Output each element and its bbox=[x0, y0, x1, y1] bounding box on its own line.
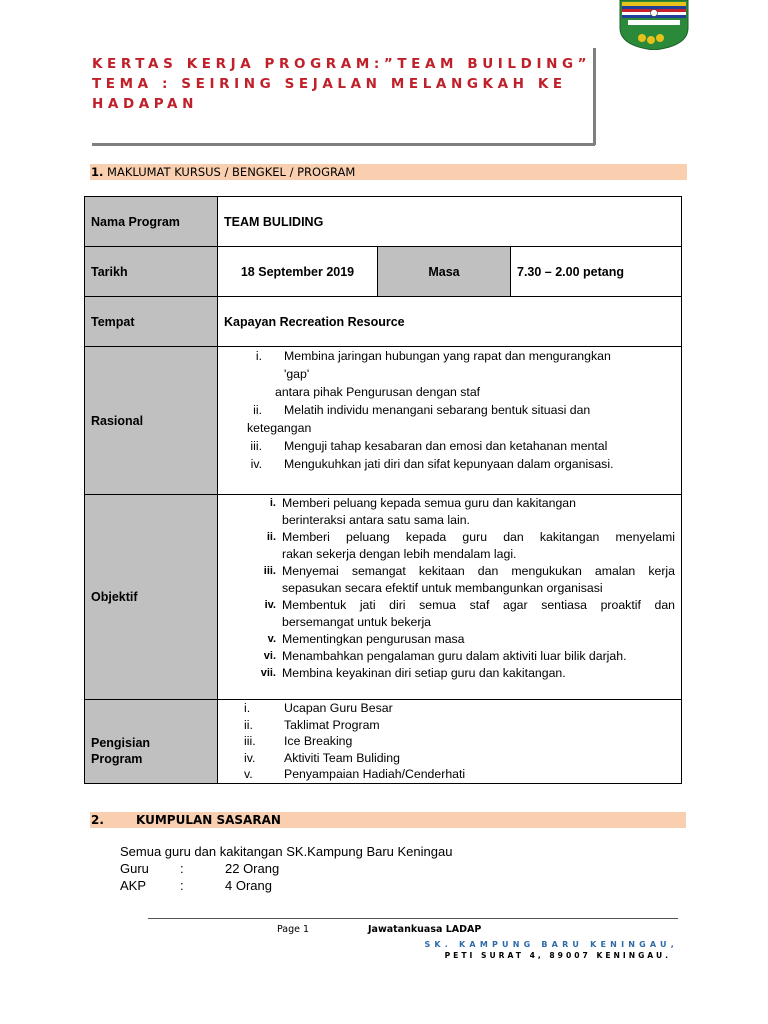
item-continuation: antara pihak Pengurusan dengan staf bbox=[275, 385, 481, 399]
section-2-number: 2. bbox=[91, 813, 104, 827]
row-nama-program bbox=[85, 197, 682, 247]
label-tarikh: Tarikh bbox=[85, 247, 218, 297]
item-continuation: rakan sekerja dengan lebih mendalam lagi. bbox=[282, 547, 517, 561]
section-2-title: KUMPULAN SASARAN bbox=[136, 813, 281, 827]
label-nama-program: Nama Program bbox=[85, 197, 218, 247]
document-title bbox=[92, 54, 592, 114]
pengisian-list bbox=[218, 700, 682, 784]
title-line-1: KERTAS KERJA PROGRAM:”TEAM BUILDING” bbox=[92, 56, 592, 72]
objektif-item bbox=[218, 631, 675, 648]
page-number: Page 1 bbox=[277, 924, 310, 935]
label-objektif: Objektif bbox=[85, 495, 218, 700]
item-number: ii. bbox=[266, 531, 276, 543]
row-value: 22 Orang bbox=[225, 861, 280, 876]
target-group-text bbox=[120, 843, 452, 894]
label-pengisian bbox=[85, 700, 218, 784]
row-tempat bbox=[85, 297, 682, 347]
item-number: v. bbox=[244, 767, 253, 781]
item-number: i. bbox=[244, 701, 251, 715]
title-line-2: TEMA : SEIRING SEJALAN MELANGKAH KE bbox=[92, 76, 567, 92]
item-continuation: berinteraksi antara satu sama lain. bbox=[282, 513, 470, 527]
label-pengisian-line-1: Pengisian bbox=[91, 736, 151, 750]
rasional-item bbox=[218, 347, 675, 365]
rasional-list bbox=[218, 347, 682, 495]
objektif-item bbox=[218, 495, 675, 512]
value-nama-program: TEAM BULIDING bbox=[218, 197, 682, 247]
label-rasional: Rasional bbox=[85, 347, 218, 495]
objektif-item bbox=[218, 597, 675, 614]
pengisian-item bbox=[218, 733, 681, 750]
item-number: i. bbox=[269, 497, 276, 509]
header-horizontal-divider bbox=[92, 143, 595, 146]
item-number: ii. bbox=[253, 403, 262, 417]
item-text: Membentuk jati diri semua staf agar sentiasa proaktif dan bbox=[282, 598, 675, 612]
item-text: Ucapan Guru Besar bbox=[284, 701, 393, 715]
item-number: vii. bbox=[260, 667, 276, 679]
item-text: Mementingkan pengurusan masa bbox=[282, 632, 465, 646]
item-number: v. bbox=[267, 633, 276, 645]
item-text: Membina keyakinan diri setiap guru dan kakitangan. bbox=[282, 666, 566, 680]
value-tempat: Kapayan Recreation Resource bbox=[218, 297, 682, 347]
footer-divider bbox=[148, 918, 678, 919]
item-text: Melatih individu menangani sebarang bentuk situasi dan bbox=[284, 403, 591, 417]
item-text: Membina jaringan hubungan yang rapat dan mengurangkan bbox=[284, 349, 611, 363]
item-number: ii. bbox=[244, 717, 253, 732]
footer-address-line-2: PETI SURAT 4, 89007 KENINGAU. bbox=[444, 951, 671, 960]
item-text: Ice Breaking bbox=[284, 734, 353, 748]
pengisian-item bbox=[218, 700, 681, 717]
row-objektif bbox=[85, 495, 682, 700]
label-tempat: Tempat bbox=[85, 297, 218, 347]
value-masa: 7.30 – 2.00 petang bbox=[511, 247, 682, 297]
target-group-intro: Semua guru dan kakitangan SK.Kampung Baru Keningau bbox=[120, 844, 453, 859]
item-text: Taklimat Program bbox=[284, 717, 380, 732]
objektif-item bbox=[218, 665, 675, 682]
title-line-3: HADAPAN bbox=[92, 96, 199, 112]
item-text: Memberi peluang kepada semua guru dan kakitangan bbox=[282, 496, 576, 510]
row-value: 4 Orang bbox=[225, 878, 272, 893]
item-number: iv. bbox=[264, 599, 276, 611]
item-number: vi. bbox=[263, 650, 276, 662]
label-pengisian-line-2: Program bbox=[91, 752, 143, 766]
item-number: iv. bbox=[250, 457, 262, 471]
item-text: Aktiviti Team Buliding bbox=[284, 750, 400, 765]
section-1-number: 1. bbox=[91, 165, 104, 179]
objektif-item bbox=[218, 648, 675, 665]
rasional-item bbox=[218, 455, 675, 473]
footer-address-line-1: SK. KAMPUNG BARU KENINGAU, bbox=[424, 940, 678, 949]
school-crest-logo bbox=[618, 0, 690, 50]
item-number: i. bbox=[255, 349, 262, 363]
objektif-list bbox=[218, 495, 682, 700]
value-tarikh: 18 September 2019 bbox=[218, 247, 378, 297]
rasional-item bbox=[218, 437, 675, 455]
item-text: Memberi peluang kepada guru dan kakitangan menyelami bbox=[282, 530, 675, 544]
item-text: Menguji tahap kesabaran dan emosi dan ketahanan mental bbox=[284, 439, 608, 453]
footer-committee: Jawatankuasa LADAP bbox=[368, 924, 482, 935]
item-number: iii. bbox=[263, 565, 276, 577]
objektif-item bbox=[218, 563, 675, 580]
pengisian-item bbox=[218, 717, 681, 734]
row-tarikh bbox=[85, 247, 682, 297]
pengisian-item bbox=[218, 766, 681, 783]
row-label: AKP bbox=[120, 878, 147, 893]
row-separator: : bbox=[180, 878, 184, 893]
item-continuation: 'gap' bbox=[284, 367, 310, 381]
target-group-row bbox=[120, 860, 452, 877]
item-continuation: sepasukan secara efektif untuk membangunkan organisasi bbox=[282, 581, 603, 595]
objektif-item bbox=[218, 529, 675, 546]
section-2-heading bbox=[90, 812, 686, 828]
row-pengisian bbox=[85, 700, 682, 784]
item-continuation: ketegangan bbox=[247, 421, 312, 435]
row-label: Guru bbox=[120, 861, 149, 876]
item-number: iii. bbox=[250, 439, 262, 453]
item-text: Penyampaian Hadiah/Cenderhati bbox=[284, 767, 466, 781]
section-1-title: MAKLUMAT KURSUS / BENGKEL / PROGRAM bbox=[107, 165, 356, 179]
rasional-item bbox=[218, 401, 675, 419]
item-text: Menyemai semangat kekitaan dan mengukukan amalan kerja bbox=[282, 564, 675, 578]
row-separator: : bbox=[180, 861, 184, 876]
item-text: Mengukuhkan jati diri dan sifat kepunyaan dalam organisasi. bbox=[284, 457, 614, 471]
item-continuation: bersemangat untuk bekerja bbox=[282, 615, 432, 629]
item-number: iv. bbox=[244, 750, 256, 765]
section-1-heading bbox=[90, 164, 687, 180]
program-info-table bbox=[84, 196, 682, 784]
item-number: iii. bbox=[244, 734, 256, 748]
target-group-row bbox=[120, 877, 452, 894]
label-masa: Masa bbox=[378, 247, 511, 297]
pengisian-item bbox=[218, 750, 681, 767]
header-vertical-divider bbox=[593, 48, 596, 145]
row-rasional bbox=[85, 347, 682, 495]
item-text: Menambahkan pengalaman guru dalam aktiviti luar bilik darjah. bbox=[282, 649, 627, 663]
